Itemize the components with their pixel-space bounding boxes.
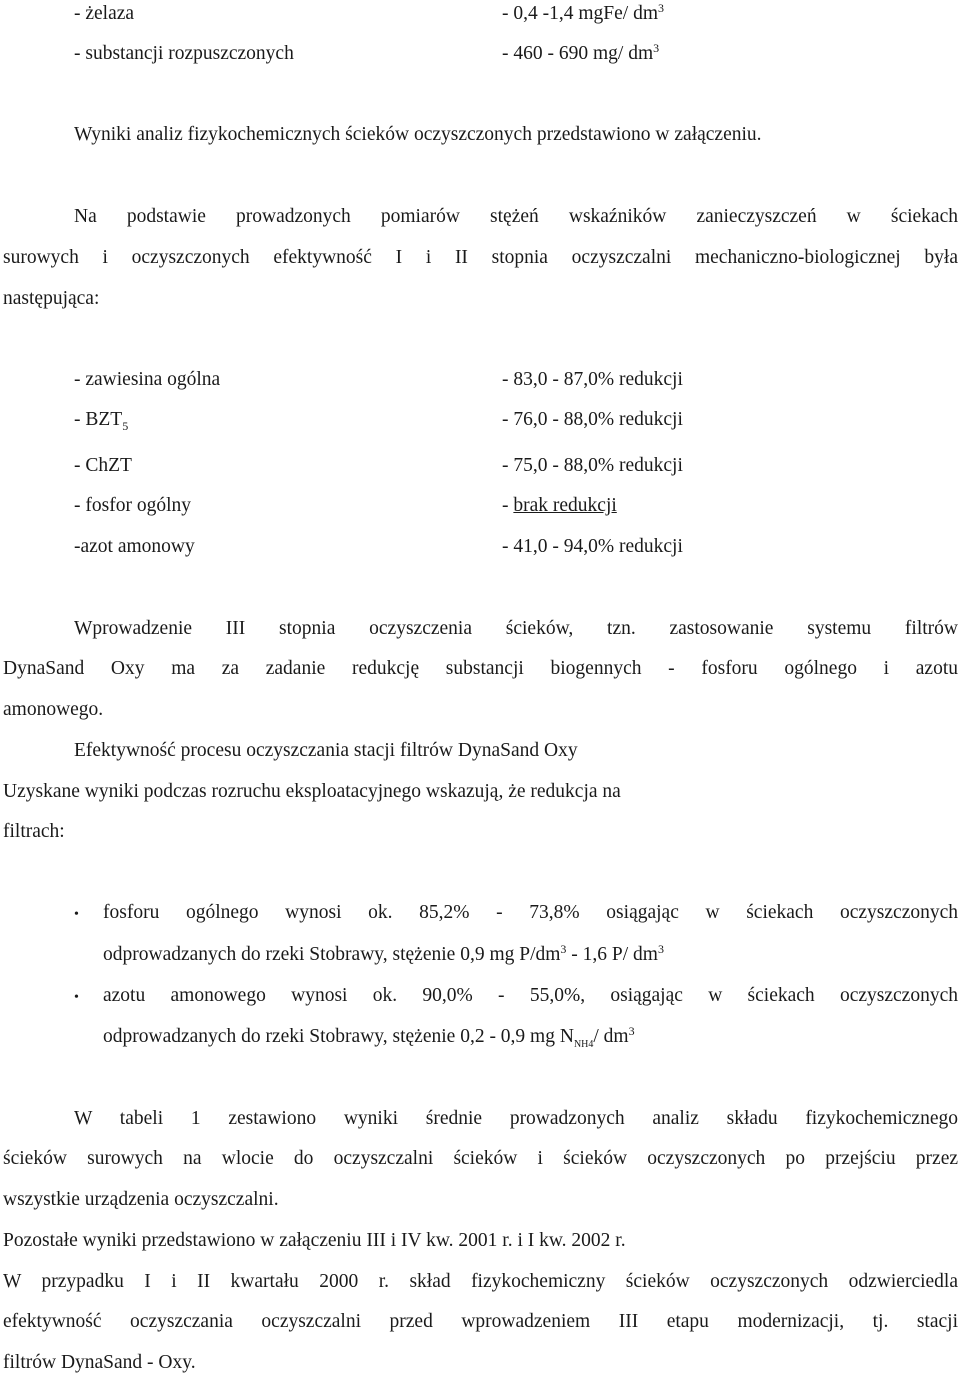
paragraph-results-line: filtrach: (3, 821, 65, 842)
reduction-name: - fosfor ogólny (74, 495, 191, 516)
bullet-phosphorus-line: odprowadzanych do rzeki Stobrawy, stężenie 0,9 mg $P/dm^3 - 1,6$ P/ $dm^3$ (103, 942, 664, 965)
paragraph-efficiency-line: Na podstawie prowadzonych pomiarów stężeń wskaźników zanieczyszczeń w ściekach (74, 206, 958, 227)
reduction-value: - 75,0 - 88,0% redukcji (502, 455, 683, 476)
paragraph-quarters-line: filtrów DynaSand - Oxy. (3, 1352, 196, 1373)
param-name-dissolved: - substancji rozpuszczonych (74, 43, 294, 64)
paragraph-quarters-line: W przypadku I i II kwartału 2000 r. skład fizykochemiczny ścieków oczyszczonych odzwierciedla (3, 1271, 958, 1292)
bullet-marker: • (74, 990, 79, 1005)
reduction-value: - 83,0 - 87,0% redukcji (502, 369, 683, 390)
paragraph-efficiency-line: surowych i oczyszczonych efektywność I i II stopnia oczyszczalni mechaniczno-biologicznej była (3, 247, 958, 268)
paragraph-table1-line: wszystkie urządzenia oczyszczalni. (3, 1189, 279, 1210)
paragraph-table1-line: ścieków surowych na wlocie do oczyszczalni ścieków i ścieków oczyszczonych po przejściu przez (3, 1148, 958, 1169)
reduction-name: - $BZT_5$ (74, 409, 129, 433)
paragraph-stage3-line: Wprowadzenie III stopnia oczyszczenia ścieków, tzn. zastosowanie systemu filtrów (74, 618, 958, 639)
param-value-iron: - 0,4 -1,4 mgFe/ $dm^3$ (502, 1, 664, 24)
paragraph-quarters-line: efektywność oczyszczania oczyszczalni przed wprowadzeniem III etapu modernizacji, tj. stacji (3, 1311, 958, 1332)
reduction-value: - 41,0 - 94,0% redukcji (502, 536, 683, 557)
paragraph-results-line: Uzyskane wyniki podczas rozruchu eksploatacyjnego wskazują, że redukcja na (3, 781, 621, 802)
reduction-name: -azot amonowy (74, 536, 195, 557)
bullet-marker: • (74, 907, 79, 922)
reduction-name: - ChZT (74, 455, 132, 476)
param-value-dissolved: - 460 - 690 mg/ $dm^3$ (502, 41, 660, 64)
paragraph-efficiency-line: następująca: (3, 288, 100, 309)
paragraph-other-results: Pozostałe wyniki przedstawiono w załączeniu III i IV kw. 2001 r. i I kw. 2002 r. (3, 1230, 626, 1251)
paragraph-table1-line: W tabeli 1 zestawiono wyniki średnie prowadzonych analiz składu fizykochemicznego (74, 1108, 958, 1129)
bullet-nitrogen-line: odprowadzanych do rzeki Stobrawy, stężenie 0,2 - 0,9 mg $N_{NH4}/$ $dm^3$ (103, 1024, 635, 1050)
reduction-value: - brak redukcji (502, 495, 617, 516)
param-name-iron: - żelaza (74, 3, 135, 24)
reduction-name: - zawiesina ogólna (74, 369, 221, 390)
bullet-nitrogen-line: azotu amonowego wynosi ok. 90,0% - 55,0%, osiągając w ściekach oczyszczonych (103, 985, 958, 1006)
reduction-value: - 76,0 - 88,0% redukcji (502, 409, 683, 430)
paragraph-stage3-line: amonowego. (3, 699, 104, 720)
bullet-phosphorus-line: fosforu ogólnego wynosi ok. 85,2% - 73,8% osiągając w ściekach oczyszczonych (103, 902, 958, 923)
section-heading-dynasand: Efektywność procesu oczyszczania stacji filtrów DynaSand Oxy (74, 740, 578, 761)
paragraph-stage3-line: DynaSand Oxy ma za zadanie redukcję substancji biogennych - fosforu ogólnego i azotu (3, 658, 958, 679)
paragraph-attachment: Wyniki analiz fizykochemicznych ścieków oczyszczonych przedstawiono w załączeniu. (74, 124, 762, 145)
